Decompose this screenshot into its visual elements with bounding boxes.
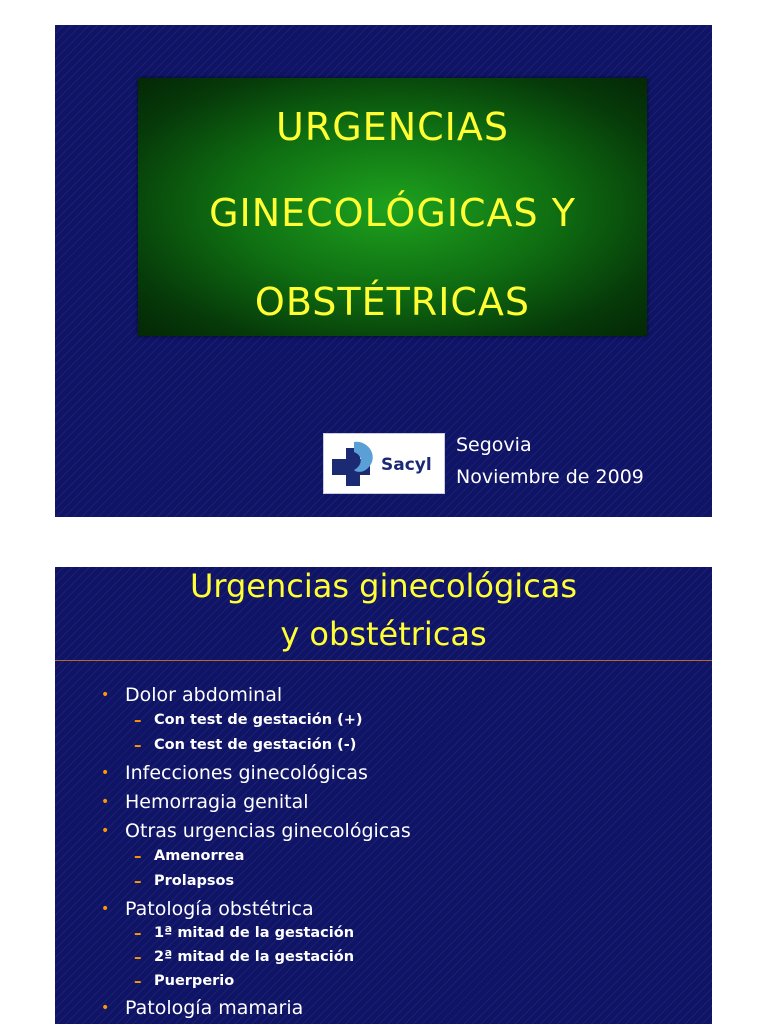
bullet-icon: • xyxy=(101,765,110,781)
dash-icon: – xyxy=(134,924,142,942)
title-line-2: GINECOLÓGICAS Y xyxy=(209,191,576,235)
bullet-icon: • xyxy=(101,1000,110,1016)
agenda-item-label: Infecciones ginecológicas xyxy=(125,762,368,784)
slide-title-line-2: y obstétricas xyxy=(280,615,487,653)
dash-icon: – xyxy=(134,847,142,865)
title-divider xyxy=(55,660,712,661)
agenda-subitem xyxy=(55,733,655,757)
dash-icon: – xyxy=(134,736,142,754)
agenda-item-label: Hemorragia genital xyxy=(125,791,309,813)
agenda-item xyxy=(55,759,655,787)
agenda-subitem xyxy=(55,969,655,993)
agenda-subitem xyxy=(55,921,655,945)
agenda-slide xyxy=(55,567,712,1024)
bullet-icon: • xyxy=(101,901,110,917)
agenda-item xyxy=(55,895,655,923)
sacyl-logo xyxy=(323,433,445,494)
agenda-subitem-label: Puerperio xyxy=(154,973,235,989)
dash-icon: – xyxy=(134,872,142,890)
agenda-subitem-label: Con test de gestación (+) xyxy=(154,712,363,728)
title-slide xyxy=(55,25,712,517)
dash-icon: – xyxy=(134,711,142,729)
bullet-icon: • xyxy=(101,823,110,839)
bullet-icon: • xyxy=(101,687,110,703)
agenda-subitem-label: Con test de gestación (-) xyxy=(154,737,357,753)
agenda-item-label: Dolor abdominal xyxy=(125,684,283,706)
agenda-subitem-label: Prolapsos xyxy=(154,873,235,889)
agenda-item xyxy=(55,994,655,1022)
agenda-subitem-label: 2ª mitad de la gestación xyxy=(154,949,355,965)
agenda-item-label: Otras urgencias ginecológicas xyxy=(125,820,411,842)
logo-text: Sacyl xyxy=(381,455,432,475)
agenda-subitem xyxy=(55,708,655,732)
title-line-3: OBSTÉTRICAS xyxy=(254,280,531,324)
agenda-subitem-label: 1ª mitad de la gestación xyxy=(154,925,355,941)
agenda-subitem xyxy=(55,869,655,893)
dash-icon: – xyxy=(134,948,142,966)
agenda-item-label: Patología mamaria xyxy=(125,997,304,1019)
agenda-item xyxy=(55,681,655,709)
agenda-item-label: Patología obstétrica xyxy=(125,898,314,920)
place-label: Segovia xyxy=(456,434,532,456)
agenda-item xyxy=(55,817,655,845)
dash-icon: – xyxy=(134,972,142,990)
bullet-icon: • xyxy=(101,794,110,810)
slide-title-line-1: Urgencias ginecológicas xyxy=(189,567,578,605)
agenda-item xyxy=(55,788,655,816)
title-box xyxy=(138,78,647,336)
date-label: Noviembre de 2009 xyxy=(456,466,644,488)
agenda-subitem xyxy=(55,844,655,868)
agenda-subitem-label: Amenorrea xyxy=(154,848,245,864)
title-line-1: URGENCIAS xyxy=(276,105,509,149)
agenda-subitem xyxy=(55,945,655,969)
